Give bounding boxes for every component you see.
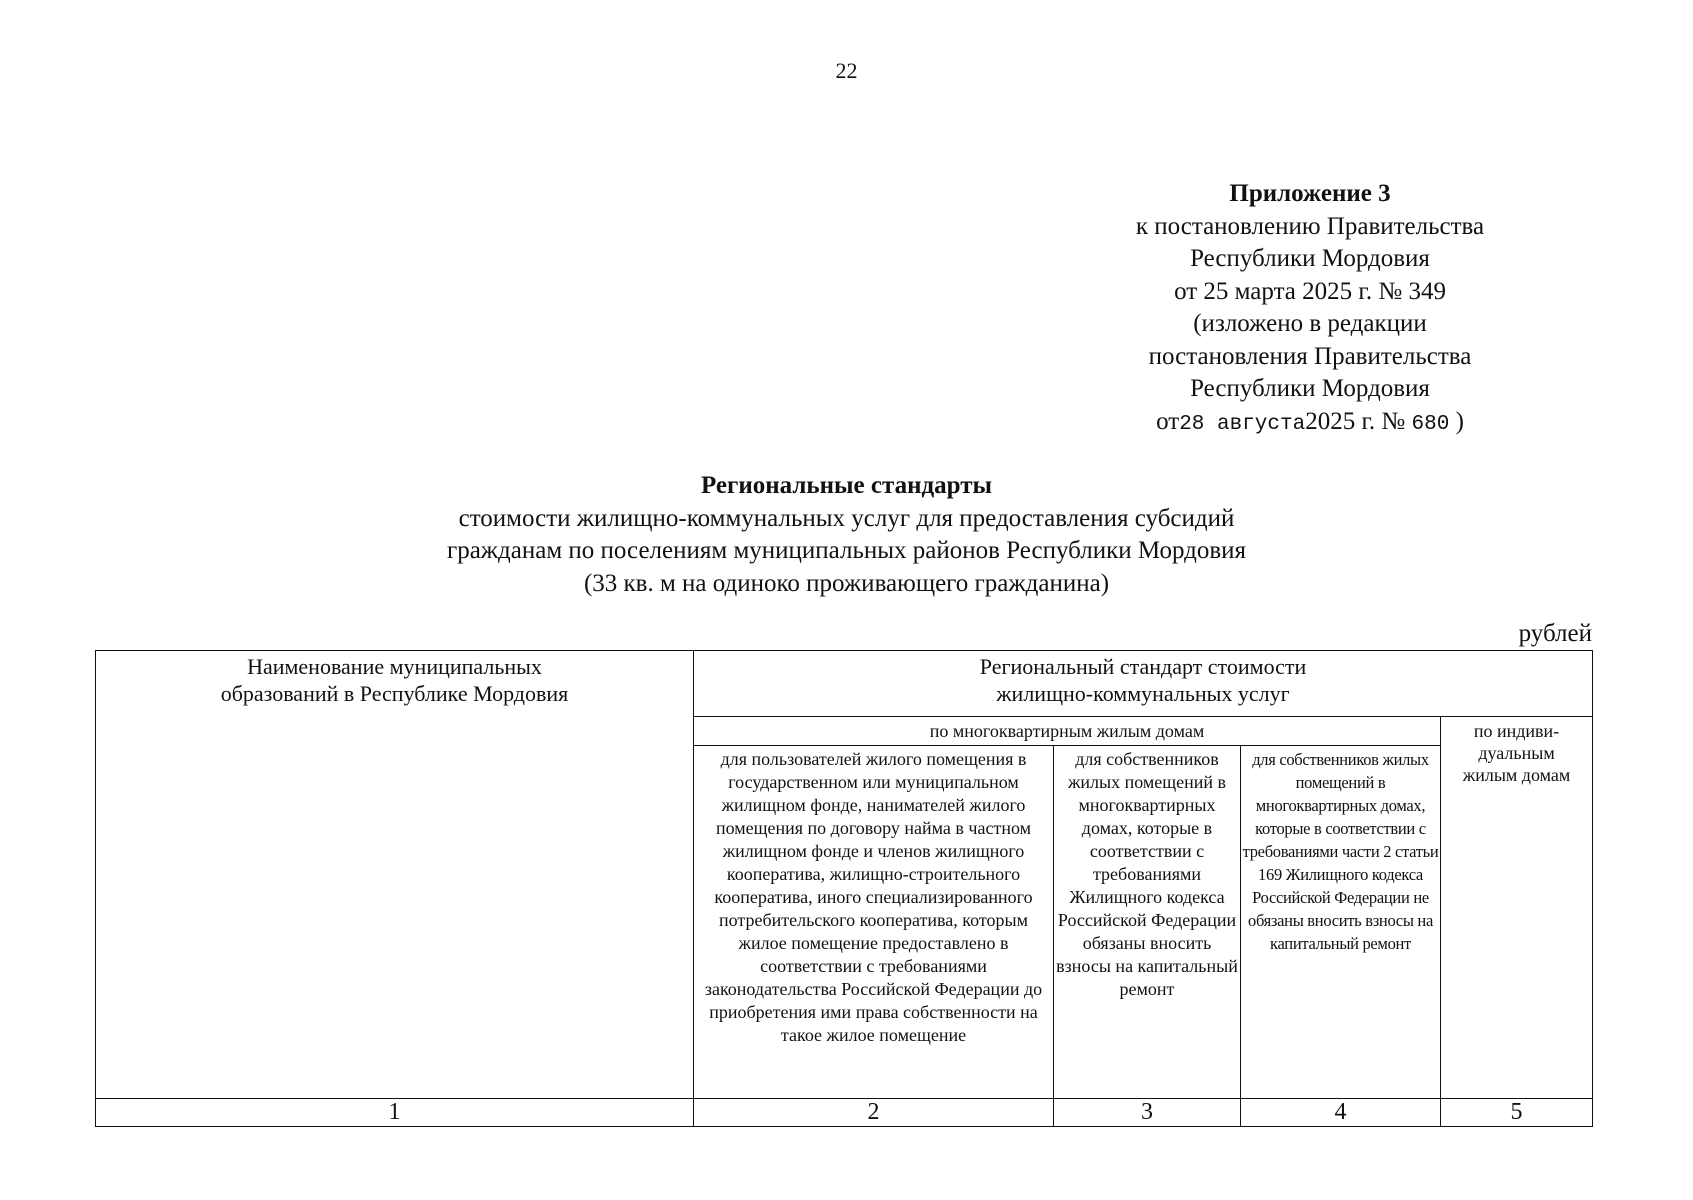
column-number: 3 [1054, 1099, 1241, 1127]
document-heading: Региональные стандарты [700, 472, 993, 499]
date-value: 28 августа [1179, 412, 1306, 436]
column-number: 2 [694, 1099, 1054, 1127]
page-number: 22 [835, 58, 858, 83]
column-number: 4 [1241, 1099, 1441, 1127]
standards-table [95, 650, 1593, 1127]
header-col-3: для собственников жилых помещений в многоквартирных домах, которые в соответствии с требованиями Жилищного кодекса Российской Федерации обязаны вносить взносы на капитальный ремонт [1054, 746, 1241, 1099]
document-subtitle-line: стоимости жилищно-коммунальных услуг для предоставления субсидий [458, 504, 1235, 532]
header-municipality: Наименование муниципальных образований в Республике Мордовия [96, 651, 694, 1099]
header-apartment-buildings: по многоквартирным жилым домам [694, 717, 1441, 746]
appendix-block [1100, 178, 1520, 441]
document-subtitle-line: (33 кв. м на одиноко проживающего гражданина) [583, 569, 1110, 597]
date-suffix: ) [1455, 407, 1464, 435]
appendix-line: Республики Мордовия [1190, 245, 1430, 272]
appendix-line: к постановлению Правительства [1135, 212, 1485, 240]
date-prefix: от [1156, 407, 1180, 435]
appendix-line: (изложено в редакции [1193, 310, 1427, 337]
column-number: 5 [1441, 1099, 1593, 1127]
header-individual-houses: по индиви-дуальным жилым домам [1441, 717, 1593, 1099]
appendix-title: Приложение 3 [1229, 180, 1391, 207]
appendix-line: от 25 марта 2025 г. № 349 [1174, 277, 1446, 305]
header-regional-standard: Региональный стандарт стоимости жилищно-коммунальных услуг [694, 651, 1593, 717]
document-subtitle-line: гражданам по поселениям муниципальных районов Республики Мордовия [446, 537, 1247, 564]
appendix-date-line [1100, 406, 1520, 442]
header-col-4: для собственников жилых помещений в многоквартирных домах, которые в соответствии с требованиями части 2 статьи 169 Жилищного кодекса Российской Федерации не обязаны вносить взносы на капитальный ремонт [1241, 746, 1441, 1099]
column-number: 1 [96, 1099, 694, 1127]
document-title-block [0, 470, 1693, 600]
appendix-line: Республики Мордовия [1190, 375, 1430, 402]
units-label: рублей [1518, 620, 1592, 647]
header-col-2: для пользователей жилого помещения в государственном или муниципальном жилищном фонде, нанимателей жилого помещения по договору найма в частном жилищном фонде и членов жилищного кооператива, жилищно-строительного кооператива, иного специализированного потребительского кооператива, которым жилое помещение предоставлено в соответствии с требованиями законодательства Российской Федерации до приобретения ими права собственности на такое жилое помещение [694, 746, 1054, 1099]
resolution-number: 680 [1411, 412, 1450, 436]
date-year: 2025 г. № [1305, 407, 1406, 435]
appendix-line: постановления Правительства [1148, 342, 1472, 370]
